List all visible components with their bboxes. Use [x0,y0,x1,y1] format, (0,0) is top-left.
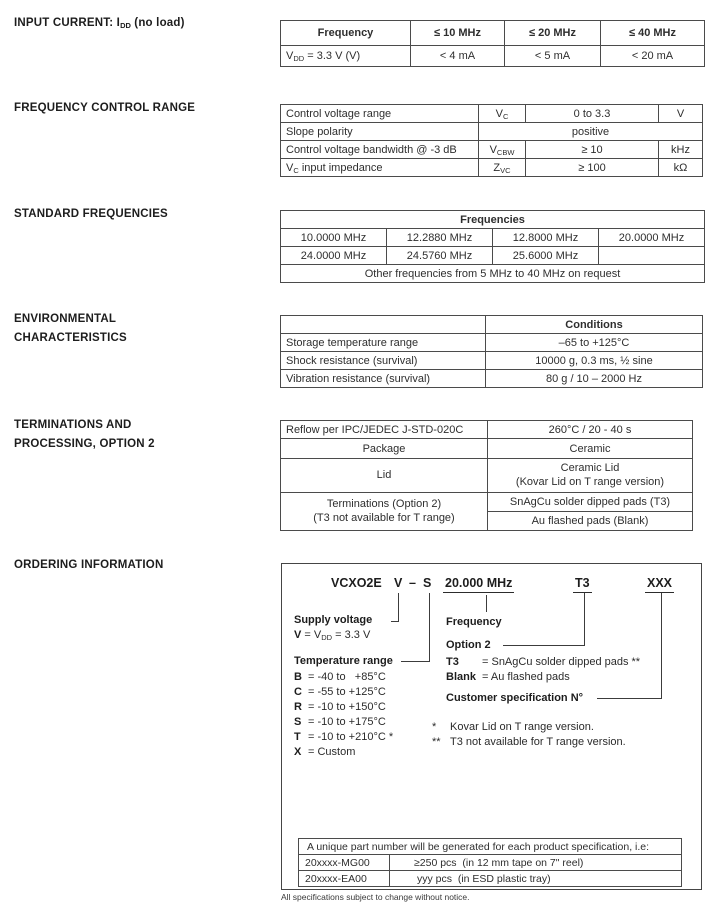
supply-eq-text: = V [301,629,322,641]
table-row [281,370,703,388]
heading-line: CHARACTERISTICS [14,332,127,344]
row-label: Slope polarity [281,123,479,141]
temperature-range-title: Temperature range [294,655,393,667]
column-header: ≤ 40 MHz [601,21,705,46]
empty-cell [281,316,486,334]
temperature-option [294,715,393,730]
table-header-row [281,211,705,229]
standard-frequencies-table [280,210,705,283]
table-cell: < 20 mA [601,46,705,67]
option-desc: = SnAgCu solder dipped pads ** [482,656,641,668]
option2-list [446,655,640,685]
part-number-table [298,838,682,887]
table-row [281,229,705,247]
table-row [281,459,693,493]
table-header-row [281,21,705,46]
table-cell: 10000 g, 0.3 ms, ½ sine [486,352,703,370]
section-heading-input-current [14,14,185,33]
column-header: Conditions [486,316,703,334]
input-current-table [280,20,705,67]
part-number-frequency: 20.000 MHz [443,576,514,593]
label-line: (T3 not available for T range) [313,512,455,525]
footnote-marker: * [432,721,437,733]
table-row [281,105,703,123]
table-cell: < 4 mA [411,46,505,67]
temp-code: S [294,716,302,728]
table-cell [488,459,693,493]
row-label: Control voltage range [281,105,479,123]
table-row [299,855,682,871]
symbol-cell [479,105,526,123]
temperature-option [294,700,393,715]
temp-desc: = Custom [308,746,356,758]
row-label [281,159,479,177]
part-number-cell: 20xxxx-MG00 [299,855,390,871]
table-row [281,159,703,177]
heading-line: ENVIRONMENTAL [14,313,117,325]
temperature-option [294,670,393,685]
table-title: Frequencies [281,211,705,229]
symbol-text: V [489,143,497,156]
option2-title: Option 2 [446,639,491,651]
table-row [281,352,703,370]
footnote-marker: ** [432,736,441,748]
disclaimer-text: All specifications subject to change without notice. [281,892,470,902]
symbol-cell [479,159,526,177]
section-heading-ordering-information: ORDERING INFORMATION [14,559,164,571]
footnote-text: Kovar Lid on T range version. [450,721,594,733]
part-number-option: T3 [573,576,592,593]
connector-frequency [486,595,487,612]
label-subscript: DD [293,54,305,63]
option-code: Blank [446,671,476,683]
table-cell: SnAgCu solder dipped pads (T3) [488,492,693,511]
heading-line: TERMINATIONS AND [14,419,132,431]
unit-cell: kHz [659,141,703,159]
table-row [281,46,705,67]
temp-code: R [294,701,302,713]
footnote-text: T3 not available for T range version. [450,736,626,748]
section-heading-terminations [14,416,155,454]
footnote [432,720,626,735]
symbol-text: V [495,107,503,120]
row-label: Lid [281,459,488,493]
label-text: input impedance [298,161,383,174]
part-table-header: A unique part number will be generated for each product specification, i.e: [299,839,682,855]
frequency-cell [599,247,705,265]
supply-eq-subscript: DD [321,633,333,642]
heading-line: PROCESSING, OPTION 2 [14,438,155,450]
column-header: Frequency [281,21,411,46]
footnote [432,735,626,750]
supply-code: V [294,629,302,641]
symbol-subscript: CBW [496,147,515,157]
part-number-model: VCXO2E [331,576,382,590]
temp-code: C [294,686,302,698]
temperature-range-list [294,670,393,760]
row-label: Reflow per IPC/JEDEC J-STD-020C [281,421,488,439]
temp-desc: = -55 to +125°C [308,686,386,698]
row-label [281,492,488,530]
row-label: Shock resistance (survival) [281,352,486,370]
table-cell: –65 to +125°C [486,334,703,352]
footnotes [432,720,626,750]
column-header: ≤ 20 MHz [505,21,601,46]
connector-option2 [503,593,585,646]
table-row [281,141,703,159]
unit-cell: V [659,105,703,123]
symbol-subscript: VC [500,165,511,175]
heading-text: (no load) [130,17,185,29]
symbol-text: Z [493,161,501,174]
customer-spec-label: Customer specification N° [446,692,584,704]
temp-desc: = -10 to +210°C * [308,731,394,743]
section-heading-standard-frequencies: STANDARD FREQUENCIES [14,208,168,220]
heading-subscript: DD [120,21,131,30]
ordering-information-box [281,563,702,890]
table-note: Other frequencies from 5 MHz to 40 MHz on request [281,265,705,283]
table-cell: 260°C / 20 - 40 s [488,421,693,439]
temperature-option [294,730,393,745]
table-cell: positive [479,123,703,141]
table-row [281,334,703,352]
table-cell: ≥ 100 [526,159,659,177]
temp-code: X [294,746,302,758]
table-row [281,421,693,439]
table-cell: < 5 mA [505,46,601,67]
option-desc: = Au flashed pads [482,671,570,683]
row-label: Vibration resistance (survival) [281,370,486,388]
label-line: Terminations (Option 2) [326,497,442,510]
table-cell: 80 g / 10 – 2000 Hz [486,370,703,388]
table-row [281,247,705,265]
temperature-option [294,685,393,700]
part-number-dash: – [409,576,416,590]
frequency-cell: 12.8000 MHz [493,229,599,247]
label-text: V [286,50,294,62]
symbol-cell [479,141,526,159]
section-heading-environmental [14,310,127,348]
table-row [281,123,703,141]
part-number-custom-code: XXX [645,576,674,593]
temp-desc: = -10 to +150°C [308,701,386,713]
table-cell: ≥ 10 [526,141,659,159]
symbol-subscript: C [502,111,509,121]
frequency-cell: 24.5760 MHz [387,247,493,265]
quantity-cell: yyy pcs (in ESD plastic tray) [390,871,682,887]
frequency-cell: 10.0000 MHz [281,229,387,247]
environmental-table [280,315,703,388]
supply-eq-text: = 3.3 V [332,629,371,641]
temp-code: B [294,671,302,683]
row-label: Storage temperature range [281,334,486,352]
row-label: Package [281,439,488,459]
row-label: Control voltage bandwidth @ -3 dB [281,141,479,159]
table-cell: 0 to 3.3 [526,105,659,123]
table-row [299,871,682,887]
supply-voltage-title: Supply voltage [294,614,373,626]
quantity-cell: ≥250 pcs (in 12 mm tape on 7" reel) [390,855,682,871]
part-number-temp-code: S [423,576,432,590]
connector-temperature-range [401,593,430,662]
column-header: ≤ 10 MHz [411,21,505,46]
frequency-cell: 25.6000 MHz [493,247,599,265]
table-footer-row [281,265,705,283]
unit-cell: kΩ [659,159,703,177]
table-header-row [281,316,703,334]
option2-item [446,655,640,670]
table-row [281,492,693,511]
value-line: Ceramic Lid [560,462,620,474]
part-number-cell: 20xxxx-EA00 [299,871,390,887]
heading-text: INPUT CURRENT: I [14,17,121,29]
table-cell: Ceramic [488,439,693,459]
temp-desc: = -10 to +175°C [308,716,386,728]
label-text: = 3.3 V (V) [304,50,361,62]
option-code: T3 [446,656,459,668]
supply-voltage-definition [294,629,370,641]
temp-code: T [294,731,301,743]
value-line: (Kovar Lid on T range version) [515,476,665,489]
section-heading-frequency-control-range: FREQUENCY CONTROL RANGE [14,102,196,114]
connector-supply-voltage [391,593,399,622]
frequency-label: Frequency [446,616,502,628]
frequency-cell: 24.0000 MHz [281,247,387,265]
table-header-row [299,839,682,855]
option2-item [446,670,640,685]
part-number-supply-code: V [394,576,403,590]
terminations-table [280,420,693,531]
row-label [281,46,411,67]
frequency-cell: 20.0000 MHz [599,229,705,247]
frequency-cell: 12.2880 MHz [387,229,493,247]
label-subscript: C [293,165,299,175]
label-text: V [286,161,294,174]
frequency-control-table [280,104,703,177]
temperature-option [294,745,393,760]
temp-desc: = -40 to +85°C [308,671,386,683]
table-row [281,439,693,459]
table-cell: Au flashed pads (Blank) [488,511,693,530]
